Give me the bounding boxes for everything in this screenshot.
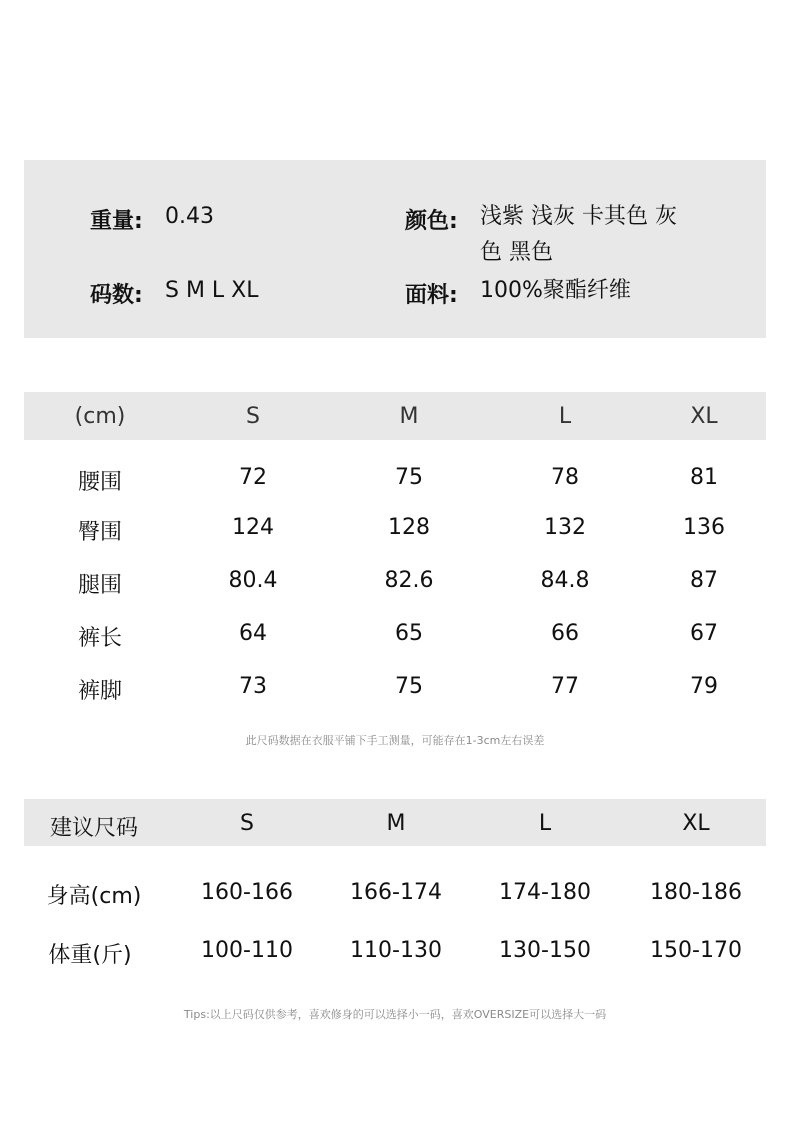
header-unit: (cm) — [74, 404, 126, 429]
measurement-note: 此尺码数据在衣服平铺下手工测量，可能存在1-3cm左右误差 — [245, 734, 545, 747]
table-cell: 77 — [551, 674, 579, 699]
color-value-line1: 浅紫 浅灰 卡其色 灰 — [480, 204, 677, 229]
header-size-l: L — [538, 811, 552, 836]
table-cell: 128 — [388, 515, 430, 540]
table-cell: 75 — [395, 465, 423, 490]
product-info-panel — [24, 160, 766, 338]
table-cell: 136 — [683, 515, 725, 540]
header-size-m: M — [386, 811, 406, 836]
row-label-hem: 裤脚 — [77, 679, 123, 704]
table-cell: 124 — [232, 515, 274, 540]
table-cell: 72 — [239, 465, 267, 490]
table-cell: 166-174 — [350, 880, 442, 905]
fabric-label: 面料: — [405, 283, 458, 308]
row-label-height: 身高(cm) — [46, 884, 142, 909]
header-size-s: S — [240, 811, 254, 836]
header-size-xl: XL — [682, 811, 710, 836]
header-size-xl: XL — [690, 404, 718, 429]
table-cell: 174-180 — [499, 880, 591, 905]
table-cell: 67 — [690, 621, 718, 646]
header-suggested-size: 建议尺码 — [49, 816, 139, 841]
row-label-length: 裤长 — [77, 626, 123, 651]
table-cell: 180-186 — [650, 880, 742, 905]
weight-value: 0.43 — [165, 204, 214, 229]
row-label-thigh: 腿围 — [77, 573, 123, 598]
table-cell: 150-170 — [650, 938, 742, 963]
table-cell: 64 — [239, 621, 267, 646]
table-cell: 75 — [395, 674, 423, 699]
table-cell: 100-110 — [201, 938, 293, 963]
color-value-line2: 色 黑色 — [480, 240, 553, 265]
row-label-hip: 臀围 — [77, 520, 123, 545]
row-label-waist: 腰围 — [77, 470, 123, 495]
table-cell: 110-130 — [350, 938, 442, 963]
table-cell: 132 — [544, 515, 586, 540]
sizes-value: S M L XL — [165, 278, 259, 303]
header-size-s: S — [246, 404, 260, 429]
weight-label: 重量: — [90, 209, 143, 234]
table-cell: 80.4 — [228, 568, 278, 593]
header-size-m: M — [399, 404, 419, 429]
table-cell: 79 — [690, 674, 718, 699]
color-label: 颜色: — [405, 209, 458, 234]
table-cell: 66 — [551, 621, 579, 646]
measurement-table — [24, 392, 766, 712]
header-size-l: L — [558, 404, 572, 429]
table-cell: 78 — [551, 465, 579, 490]
measurement-table-header — [24, 392, 766, 440]
size-tips-note: Tips:以上尺码仅供参考，喜欢修身的可以选择小一码，喜欢OVERSIZE可以选择大一码 — [183, 1008, 607, 1021]
table-cell: 82.6 — [384, 568, 434, 593]
table-cell: 84.8 — [540, 568, 590, 593]
table-cell: 65 — [395, 621, 423, 646]
table-cell: 130-150 — [499, 938, 591, 963]
size-recommendation-table — [24, 799, 766, 979]
table-cell: 73 — [239, 674, 267, 699]
table-cell: 160-166 — [201, 880, 293, 905]
sizes-label: 码数: — [90, 283, 143, 308]
table-cell: 81 — [690, 465, 718, 490]
table-cell: 87 — [690, 568, 718, 593]
size-table-header — [24, 799, 766, 846]
fabric-value: 100%聚酯纤维 — [480, 278, 631, 303]
row-label-weight: 体重(斤) — [48, 943, 132, 968]
